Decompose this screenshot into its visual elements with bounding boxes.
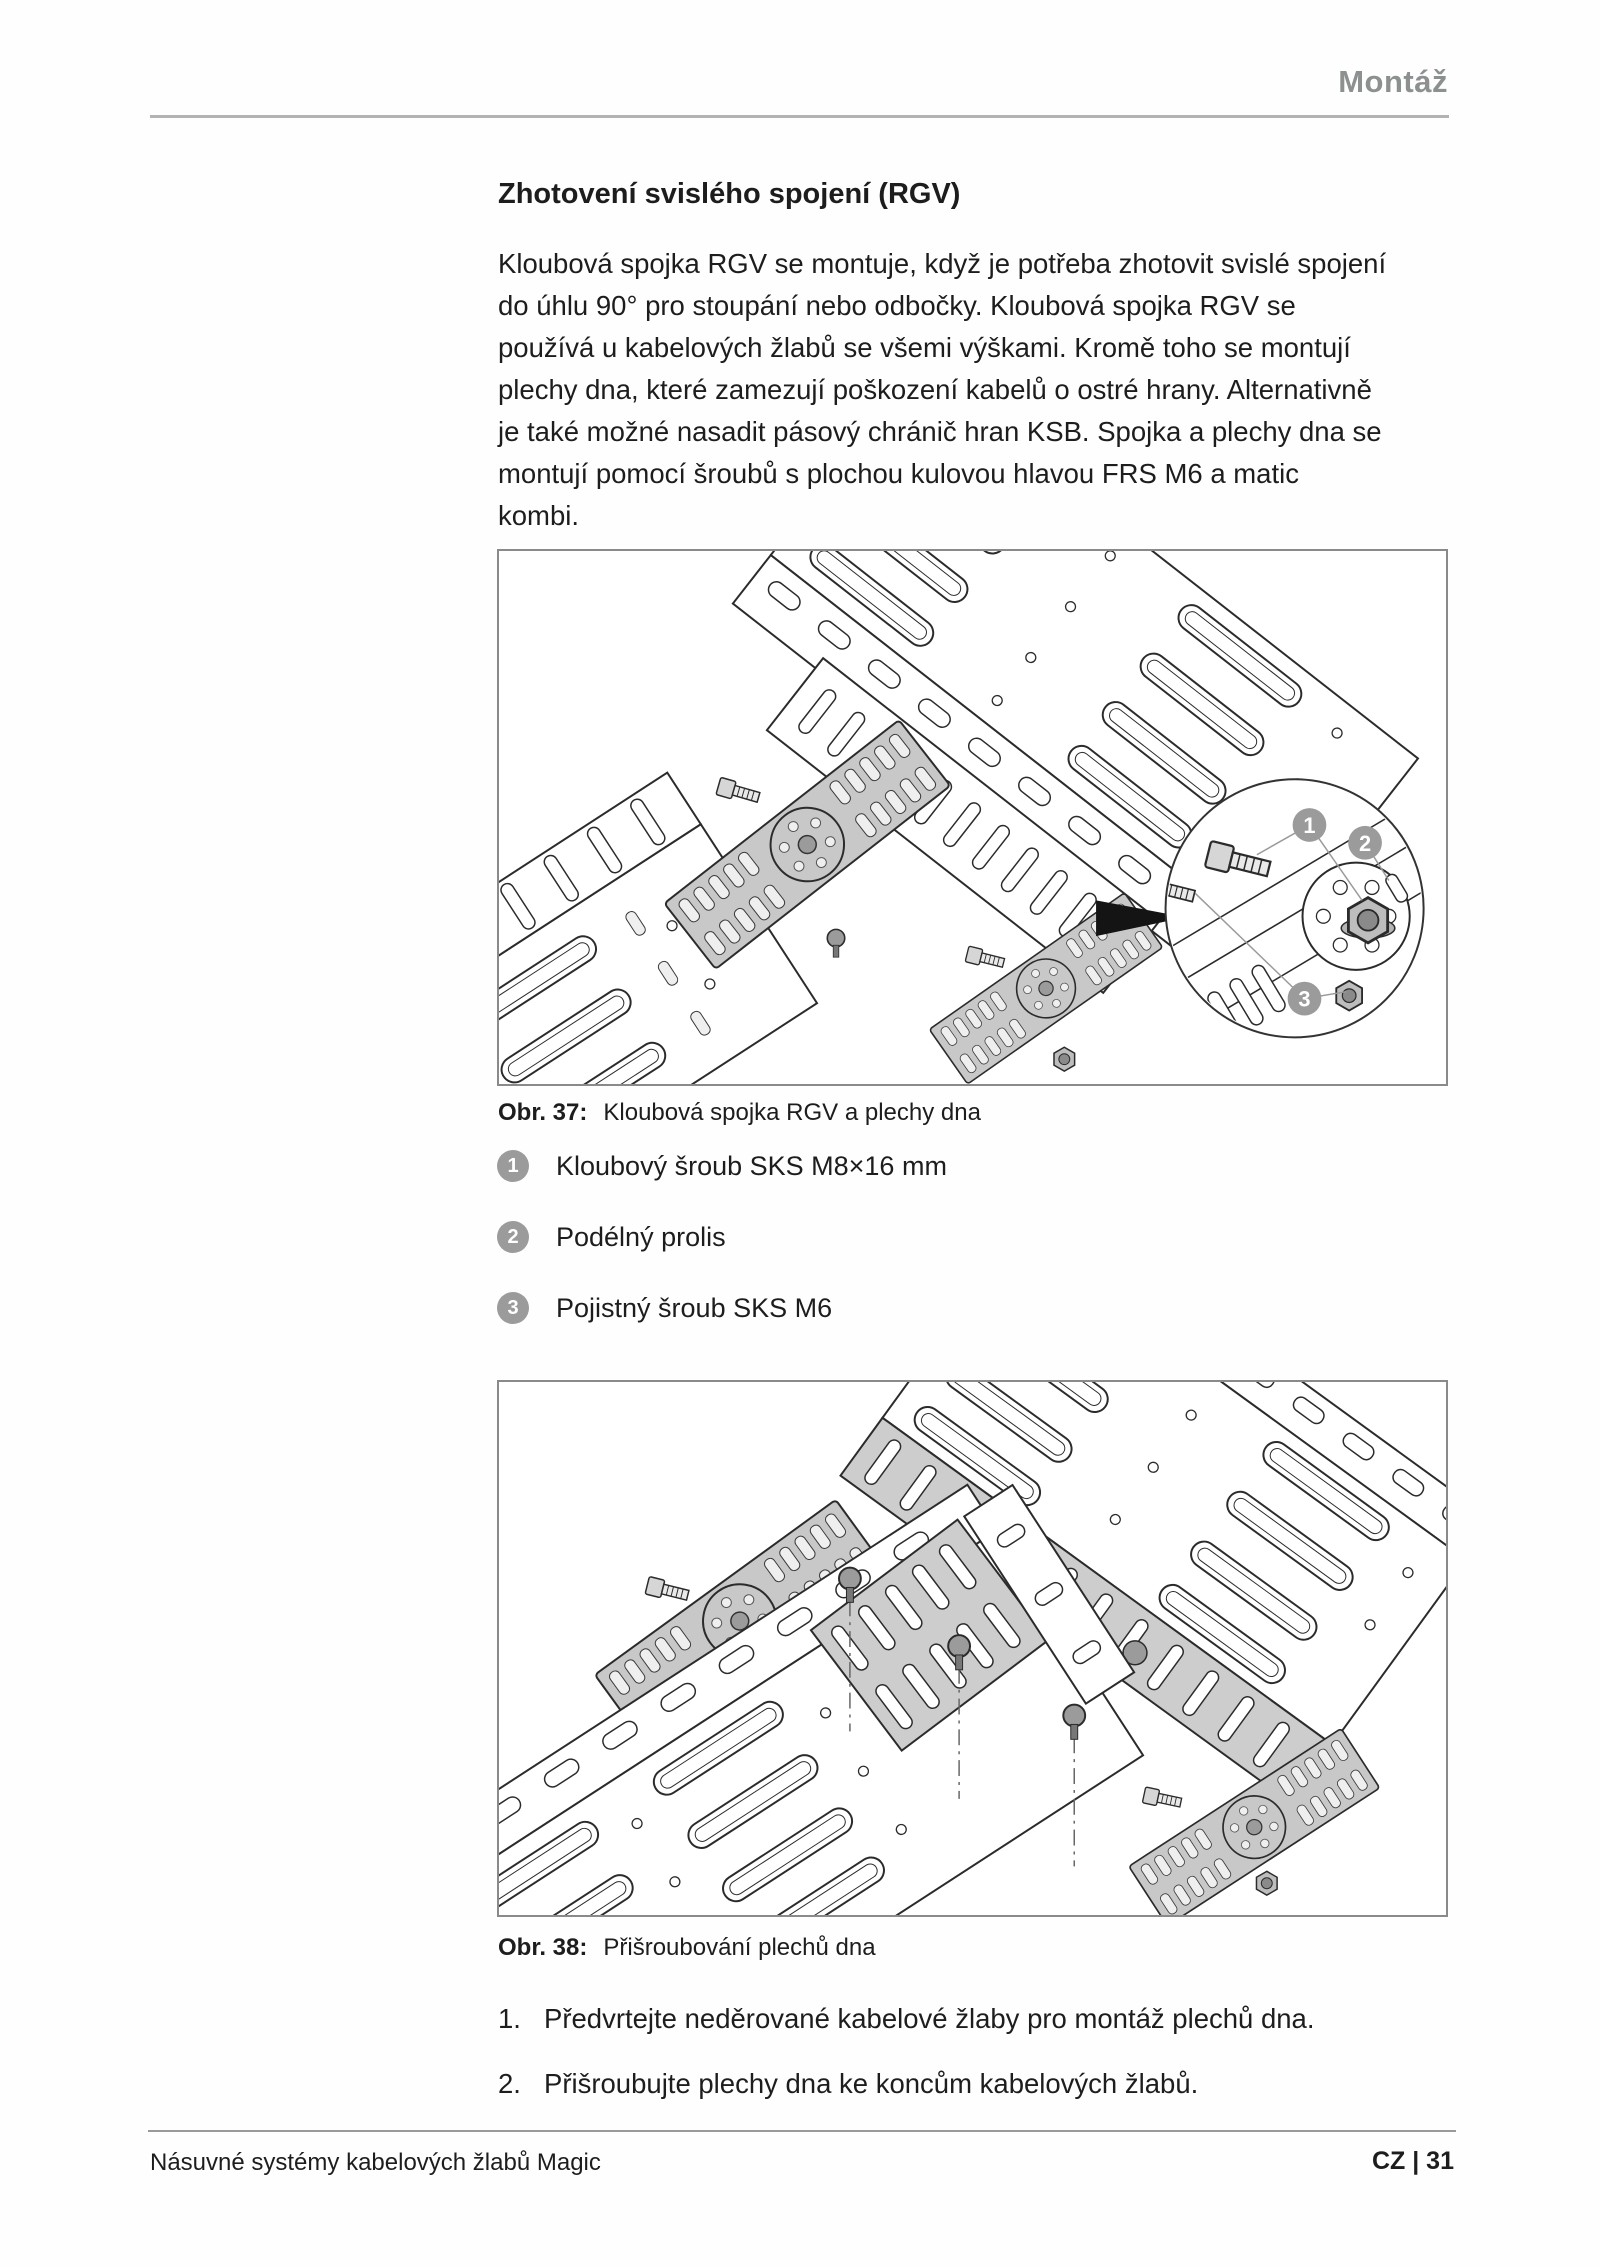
instruction-step-2 (498, 2068, 1198, 2100)
svg-text:1: 1 (1303, 812, 1316, 838)
figure-38-graphic (499, 1382, 1446, 1915)
legend-badge-1: 1 (497, 1150, 529, 1182)
paragraph-line: kombi. (498, 500, 579, 531)
footer-page-number: CZ | 31 (1371, 2147, 1454, 2175)
figure-38-caption-label: Obr. 38: (498, 1934, 588, 1961)
callout-badge-1 (1293, 808, 1327, 842)
step-2-text: Přišroubujte plechy dna ke koncům kabelových žlabů. (544, 2068, 1199, 2099)
lock-nut (1336, 981, 1362, 1011)
step-1-text: Předvrtejte neděrované kabelové žlaby pro montáž plechů dna. (544, 2003, 1315, 2034)
paragraph-line: do úhlu 90° pro stoupání nebo odbočky. Kloubová spojka RGV se (498, 290, 1296, 321)
svg-text:3: 3 (1298, 986, 1311, 1012)
legend-item-1 (497, 1150, 947, 1182)
figure-37-caption-label: Obr. 37: (498, 1099, 588, 1126)
body-paragraph (498, 243, 1458, 537)
legend-item-3 (497, 1292, 832, 1324)
svg-text:2: 2 (1358, 830, 1372, 856)
paragraph-line: je také možné nasadit pásový chránič hran KSB. Spojka a plechy dna se (498, 416, 1382, 447)
legend-badge-3: 3 (497, 1292, 529, 1324)
figure-38-caption (498, 1934, 876, 1962)
step-2-number: 2. (498, 2068, 521, 2099)
figure-38-illustration (497, 1380, 1448, 1917)
figure-37-illustration (497, 549, 1448, 1086)
figure-37-caption (498, 1099, 981, 1127)
page-header-section: Montáž (1338, 64, 1448, 99)
paragraph-line: Kloubová spojka RGV se montuje, když je potřeba zhotovit svislé spojení (498, 248, 1387, 279)
legend-label-2: Podélný prolis (556, 1221, 726, 1252)
footer-divider (148, 2130, 1456, 2132)
paragraph-line: používá u kabelových žlabů se všemi výškami. Kromě toho se montují (498, 332, 1351, 363)
footer-document-title: Násuvné systémy kabelových žlabů Magic (150, 2149, 601, 2176)
article-title: Zhotovení svislého spojení (RGV) (498, 178, 961, 210)
figure-38-caption-text: Přišroubování plechů dna (603, 1934, 876, 1961)
step-1-number: 1. (498, 2003, 521, 2034)
paragraph-line: plechy dna, které zamezují poškození kabelů o ostré hrany. Alternativně (498, 374, 1372, 405)
paragraph-line: montují pomocí šroubů s plochou kulovou hlavou FRS M6 a matic (498, 458, 1299, 489)
legend-label-1: Kloubový šroub SKS M8×16 mm (556, 1150, 947, 1181)
instruction-step-1 (498, 2003, 1314, 2035)
callout-badge-3 (1288, 982, 1322, 1016)
legend-label-3: Pojistný šroub SKS M6 (556, 1292, 833, 1323)
figure-37-caption-text: Kloubová spojka RGV a plechy dna (603, 1099, 981, 1126)
legend-badge-2: 2 (497, 1221, 529, 1253)
header-divider (150, 115, 1449, 118)
callout-badge-2 (1348, 826, 1382, 860)
figure-37-graphic (499, 551, 1446, 1084)
legend-item-2 (497, 1221, 726, 1253)
